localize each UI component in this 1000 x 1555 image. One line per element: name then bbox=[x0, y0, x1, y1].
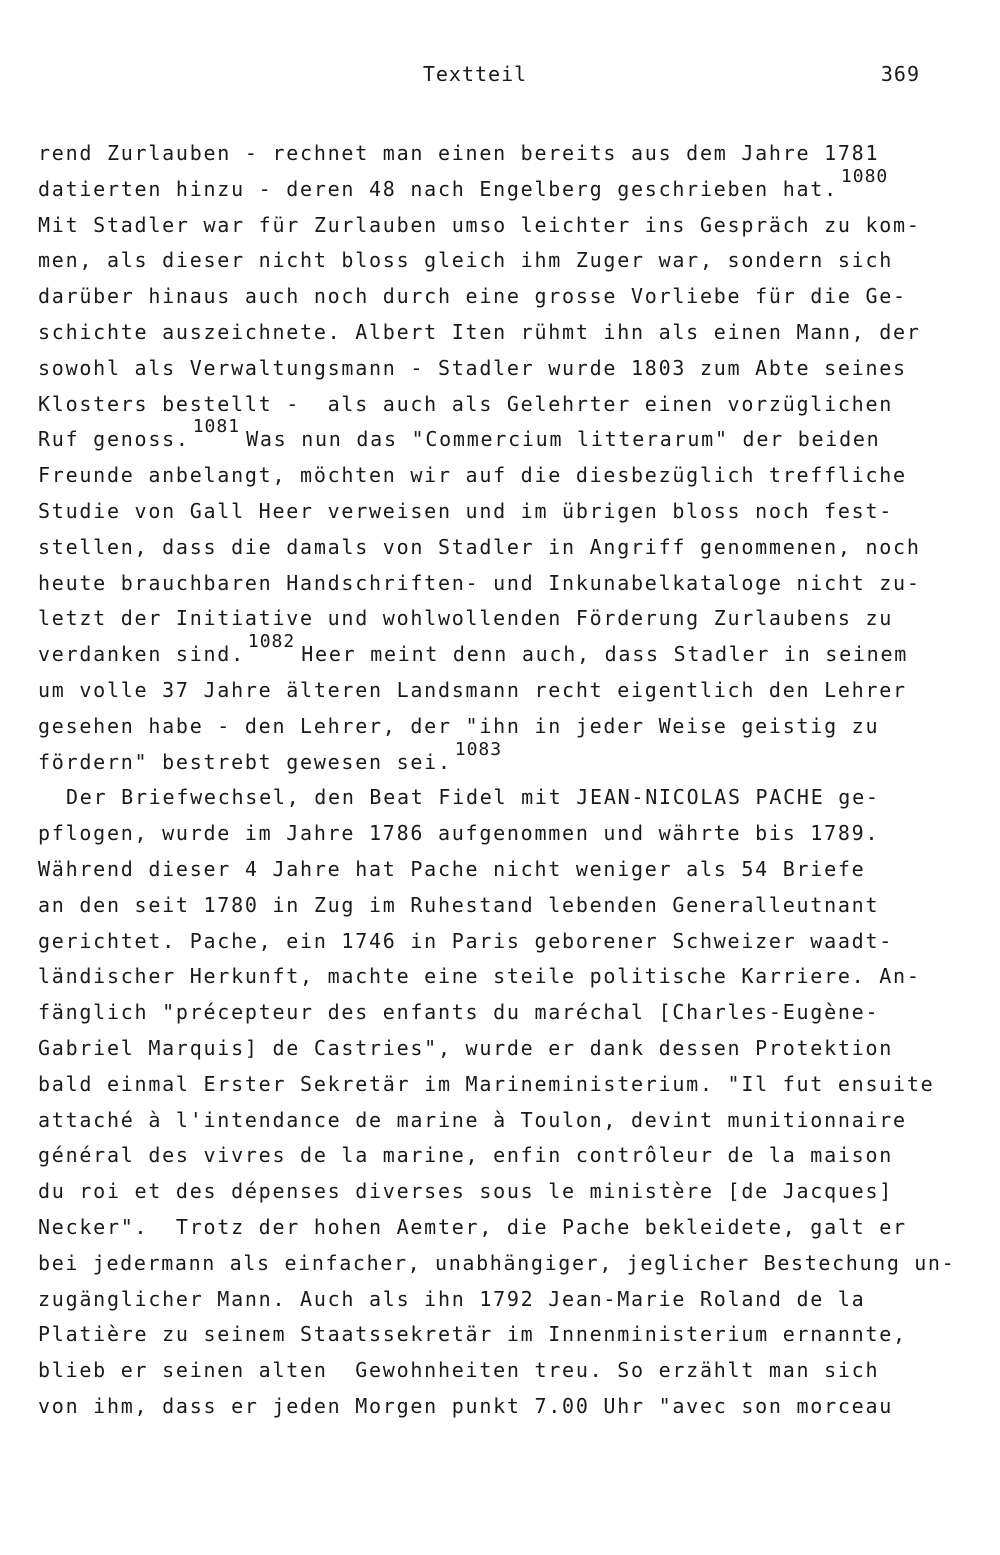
text-line: Klosters bestellt - als auch als Gelehrter einen vorzüglichen bbox=[38, 391, 894, 416]
text-line: Freunde anbelangt, möchten wir auf die diesbezüglich treffliche bbox=[38, 463, 907, 488]
text-line: letzt der Initiative und wohlwollenden Förderung Zurlaubens zu bbox=[38, 606, 894, 631]
text-line: zugänglicher Mann. Auch als ihn 1792 Jean-Marie Roland de la bbox=[38, 1286, 866, 1311]
text-line bbox=[38, 165, 958, 208]
footnote-ref-1082: 1082 bbox=[247, 631, 296, 653]
text-line: général des vivres de la marine, enfin contrôleur de la maison bbox=[38, 1143, 894, 1168]
text-line: sowohl als Verwaltungsmann - Stadler wurde 1803 zum Abte seines bbox=[38, 355, 907, 380]
text-segment: datierten hinzu - deren 48 nach Engelberg geschrieben hat. bbox=[38, 176, 838, 201]
text-segment: Was nun das "Commercium litterarum" der beiden bbox=[246, 427, 881, 452]
text-line: schichte auszeichnete. Albert Iten rühmt ihn als einen Mann, der bbox=[38, 319, 921, 344]
text-line: von ihm, dass er jeden Morgen punkt 7.00 Uhr "avec son morceau bbox=[38, 1393, 894, 1418]
text-line: men, als dieser nicht bloss gleich ihm Zuger war, sondern sich bbox=[38, 248, 894, 273]
text-line: du roi et des dépenses diverses sous le ministère [de Jacques] bbox=[38, 1179, 894, 1204]
text-line: fänglich "précepteur des enfants du maréchal [Charles-Eugène- bbox=[38, 1000, 880, 1025]
body-text bbox=[38, 136, 958, 1425]
text-line: Necker". Trotz der hohen Aemter, die Pache bekleidete, galt er bbox=[38, 1214, 907, 1239]
text-line: Gabriel Marquis] de Castries", wurde er dank dessen Protektion bbox=[38, 1035, 894, 1060]
text-line: attaché à l'intendance de marine à Toulon, devint munitionnaire bbox=[38, 1107, 907, 1132]
text-line: Studie von Gall Heer verweisen und im übrigen bloss noch fest- bbox=[38, 498, 894, 523]
text-line: ländischer Herkunft, machte eine steile politische Karriere. An- bbox=[38, 964, 921, 989]
footnote-ref-1083: 1083 bbox=[454, 738, 503, 760]
text-segment: Heer meint denn auch, dass Stadler in seinem bbox=[301, 642, 909, 667]
text-line: stellen, dass die damals von Stadler in Angriff genommenen, noch bbox=[38, 534, 921, 559]
text-line: Mit Stadler war für Zurlauben umso leichter ins Gespräch zu kom- bbox=[38, 212, 921, 237]
text-line: bald einmal Erster Sekretär im Marineministerium. "Il fut ensuite bbox=[38, 1071, 935, 1096]
text-line: heute brauchbaren Handschriften- und Inkunabelkataloge nicht zu- bbox=[38, 570, 921, 595]
footnote-ref-1080: 1080 bbox=[840, 165, 889, 187]
text-line: bei jedermann als einfacher, unabhängiger, jeglicher Bestechung un- bbox=[38, 1250, 956, 1275]
text-line: blieb er seinen alten Gewohnheiten treu. So erzählt man sich bbox=[38, 1358, 880, 1383]
text-line bbox=[38, 738, 958, 781]
paragraph-start-line: Der Briefwechsel, den Beat Fidel mit JEAN-NICOLAS PACHE ge- bbox=[66, 785, 880, 810]
text-line: an den seit 1780 in Zug im Ruhestand lebenden Generalleutnant bbox=[38, 892, 880, 917]
text-line bbox=[38, 631, 958, 673]
text-line: rend Zurlauben - rechnet man einen bereits aus dem Jahre 1781 bbox=[38, 141, 880, 165]
text-segment: fördern" bestrebt gewesen sei. bbox=[38, 749, 452, 774]
text-line: darüber hinaus auch noch durch eine grosse Vorliebe für die Ge- bbox=[38, 284, 907, 309]
text-line: gesehen habe - den Lehrer, der "ihn in jeder Weise geistig zu bbox=[38, 713, 880, 738]
page-number: 369 bbox=[880, 62, 920, 86]
footnote-ref-1081: 1081 bbox=[192, 416, 241, 438]
text-line: gerichtet. Pache, ein 1746 in Paris geborener Schweizer waadt- bbox=[38, 928, 894, 953]
text-line: pflogen, wurde im Jahre 1786 aufgenommen und währte bis 1789. bbox=[38, 821, 880, 846]
text-segment: Ruf genoss. bbox=[38, 427, 190, 452]
text-line: Während dieser 4 Jahre hat Pache nicht weniger als 54 Briefe bbox=[38, 856, 866, 881]
running-header-title: Textteil bbox=[422, 62, 528, 86]
text-line: Platière zu seinem Staatssekretär im Innenministerium ernannte, bbox=[38, 1322, 907, 1347]
text-line: um volle 37 Jahre älteren Landsmann recht eigentlich den Lehrer bbox=[38, 677, 907, 702]
text-segment: verdanken sind. bbox=[38, 642, 245, 667]
text-line bbox=[38, 416, 958, 458]
